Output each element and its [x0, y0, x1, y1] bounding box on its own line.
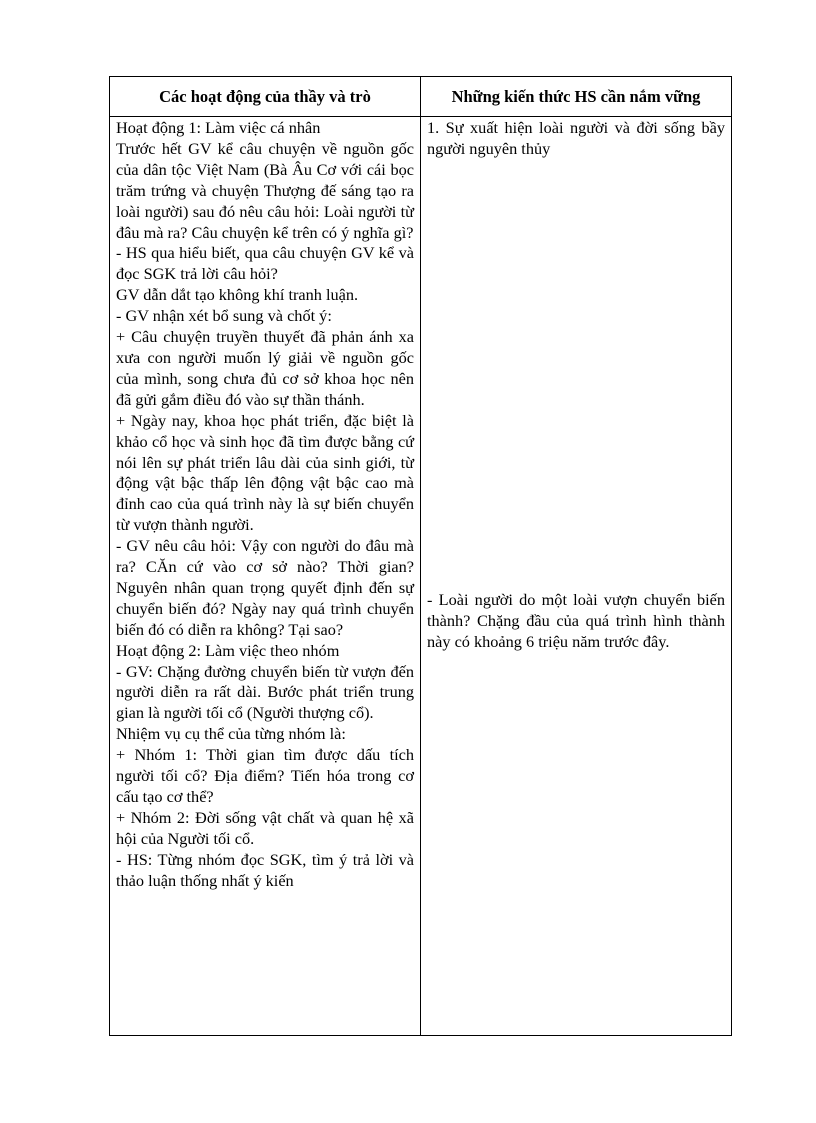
paragraph: + Câu chuyện truyền thuyết đã phản ánh xa xưa con người muốn lý giải về nguồn gốc của mình, song chưa đủ cơ sở khoa học nên đã gửi gắm điều đó vào sự thần thánh. — [116, 327, 414, 409]
activities-text — [110, 117, 420, 892]
paragraph: - GV nhận xét bổ sung và chốt ý: — [116, 306, 332, 326]
knowledge-cell — [421, 117, 732, 1036]
lesson-table — [109, 76, 732, 1036]
knowledge-text — [421, 117, 731, 653]
paragraph: Hoạt động 2: Làm việc theo nhóm — [116, 640, 340, 660]
paragraph: Hoạt động 1: Làm việc cá nhân — [116, 118, 321, 137]
paragraph: - GV: Chặng đường chuyển biến từ vượn đến người diễn ra rất dài. Bước phát triển trung gian là người tối cổ (Người thượng cổ). — [116, 661, 414, 723]
table-body-row — [110, 117, 732, 1036]
table-header-row — [110, 77, 732, 117]
section-heading: 1. Sự xuất hiện loài người và đời sống bầy người nguyên thủy — [427, 118, 725, 158]
paragraph: - GV nêu câu hỏi: Vậy con người do đâu mà ra? CĂn cứ vào cơ sở nào? Thời gian? Nguyên nhân quan trọng quyết định đến sự chuyển biến đó? Ngày nay quá trình chuyển biến đó có diễn ra không? Tại sao? — [116, 536, 414, 639]
paragraph: + Ngày nay, khoa học phát triển, đặc biệt là khảo cổ học và sinh học đã tìm được bằng cứ nói lên sự phát triển lâu dài của sinh giới, từ động vật bậc thấp lên động vật bậc cao mà đỉnh cao của quá trình này là sự biến chuyển từ vượn thành người. — [116, 410, 414, 535]
paragraph: - HS qua hiểu biết, qua câu chuyện GV kể và đọc SGK trả lời câu hỏi? — [116, 243, 414, 284]
paragraph: Nhiệm vụ cụ thể của từng nhóm là: — [116, 724, 346, 744]
spacer — [427, 160, 725, 590]
paragraph: GV dẫn dắt tạo không khí tranh luận. — [116, 285, 359, 305]
activities-cell — [110, 117, 421, 1036]
paragraph: Trước hết GV kể câu chuyện về nguồn gốc của dân tộc Việt Nam (Bà Âu Cơ với cái bọc trăm trứng và chuyện Thượng đế sáng tạo ra loài người) sau đó nêu câu hỏi: Loài người từ đâu mà ra? Câu chuyện kể trên có ý nghĩa gì? — [116, 138, 414, 242]
knowledge-note: - Loài người do một loài vượn chuyển biến thành? Chặng đầu của quá trình hình thành này có khoảng 6 triệu năm trước đây. — [427, 589, 725, 651]
header-activities: Các hoạt động của thầy và trò — [110, 77, 421, 117]
paragraph: - HS: Từng nhóm đọc SGK, tìm ý trả lời và thảo luận thống nhất ý kiến — [116, 849, 414, 890]
paragraph: + Nhóm 1: Thời gian tìm được dấu tích người tối cổ? Địa điểm? Tiến hóa trong cơ cấu tạo cơ thể? — [116, 745, 414, 806]
paragraph: + Nhóm 2: Đời sống vật chất và quan hệ xã hội của Người tối cổ. — [116, 807, 414, 848]
header-knowledge: Những kiến thức HS cần nắm vững — [421, 77, 732, 117]
